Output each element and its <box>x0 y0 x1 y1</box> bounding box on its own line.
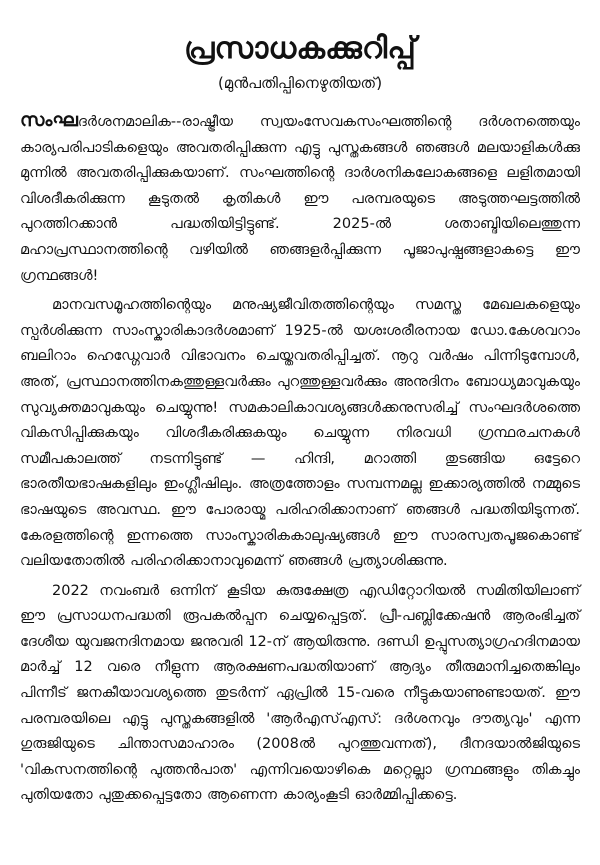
page-subtitle: (മുൻപതിപ്പിനെഴുതിയത്) <box>217 74 383 92</box>
paragraph-1-text: ദർശനമാലിക--രാഷ്ട്രീയ സ്വയംസേവകസംഘത്തിന്റെ ദർശനത്തെയും കാര്യപരിപാടികളെയും അവതരിപ്പിക്കുന്ന എട്ടു പുസ്തകങ്ങൾ ഞങ്ങൾ മലയാളികൾക്കു മുന്നിൽ അവതരിപ്പിക്കുകയാണ്. സംഘത്തിന്റെ ദാർശനികലോകങ്ങളെ ലളിതമായി വിശദീകരിക്കുന്ന കൂടുതൽ കൃതികൾ ഈ പരമ്പരയുടെ അടുത്തഘട്ടത്തിൽ പുറത്തിറക്കാൻ പദ്ധതിയിട്ടിട്ടുണ്ട്. 2025-ൽ ശതാബ്ദിയിലെത്തുന്ന മഹാപ്രസ്ഥാനത്തിന്റെ വഴിയിൽ ഞങ്ങളർപ്പിക്കുന്ന പൂജാപുഷ്പങ്ങളാകട്ടെ ഈ ഗ്രന്ഥങ്ങൾ! <box>20 114 580 284</box>
paragraph-3-text: 2022 നവംബർ ഒന്നിന് കൂടിയ കുരുക്ഷേത്ര എഡിറ്റോറിയൽ സമിതിയിലാണ് ഈ പ്രസാധനപദ്ധതി രൂപകൽപ്പന ചെയ്യപ്പെട്ടത്. പ്രീ-പബ്ലിക്കേഷൻ ആരംഭിച്ചത് ദേശീയ യുവജനദിനമായ ജനുവരി 12-ന് ആയിരുന്നു. ദണ്ഡി ഉപ്പുസത്യാഗ്രഹദിനമായ മാർച്ച് 12 വരെ നീളുന്ന ആരക്ഷണപദ്ധതിയാണ് ആദ്യം തീരുമാനിച്ചതെങ്കിലും പിന്നീട് ജനകീയാവശ്യത്തെ തുടർന്ന് ഏപ്രിൽ 15-വരെ നീട്ടുകയാണുണ്ടായത്. ഈ പരമ്പരയിലെ എട്ടു പുസ്തകങ്ങളിൽ 'ആർഎസ്എസ്: ദർശനവും ദൗത്യവും' എന്ന ഗുരുജിയുടെ ചിന്താസമാഹാരം (2008ൽ പുറത്തുവന്നത്), ദീനദയാൽജിയുടെ 'വികസനത്തിന്റെ പുത്തൻപാത' എന്നിവയൊഴികെ മറ്റെല്ലാ ഗ്രന്ഥങ്ങളും തികച്ചും പുതിയതോ പുതുക്കപ്പെട്ടതോ ആണെന്ന കാര്യംകൂടി ഓർമ്മിപ്പിക്കട്ടെ. <box>20 582 580 804</box>
page-title: പ്രസാധകക്കുറിപ്പ് <box>184 31 416 66</box>
paragraph-2-text: മാനവസമൂഹത്തിന്റെയും മനുഷ്യജീവിതത്തിന്റെയും സമസ്ത മേഖലകളെയും സ്പർശിക്കുന്ന സാംസ്കാരികാദർശമാണ് 1925-ൽ യശഃശരീരനായ ഡോ.കേശവറാം ബലിറാം ഹെഡ്ഗേവാർ വിഭാവനം ചെയ്തവതരിപ്പിച്ചത്. നൂറു വർഷം പിന്നിടുമ്പോൾ, അത്, പ്രസ്ഥാനത്തിനകത്തുള്ളവർക്കും പുറത്തുള്ളവർക്കും അനുദിനം ബോധ്യമാവുകയും സുവ്യക്തമാവുകയും ചെയ്യുന്നു! സമകാലികാവശ്യങ്ങൾക്കനുസരിച്ച് സംഘദർശത്തെ വികസിപ്പിക്കുകയും വിശദീകരിക്കുകയും ചെയ്യുന്ന നിരവധി ഗ്രന്ഥരചനകൾ സമീപകാലത്ത് നടന്നിട്ടുണ്ട് — ഹിന്ദി, മറാത്തി തുടങ്ങിയ ഒട്ടേറെ ഭാരതീയഭാഷകളിലും ഇംഗ്ലീഷിലും. അത്രത്തോളം സമ്പന്നമല്ല ഇക്കാര്യത്തിൽ നമ്മുടെ ഭാഷയുടെ അവസ്ഥ. ഈ പോരായ്മ പരിഹരിക്കാനാണ് ഞങ്ങൾ പദ്ധതിയിടുന്നത്. കേരളത്തിന്റെ ഇന്നത്തെ സാംസ്കാരികകാലുഷ്യങ്ങൾ ഈ സാരസ്വതപൂജകൊണ്ട് വലിയതോതിൽ പരിഹരിക്കാനാവുമെന്ന് ഞങ്ങൾ പ്രത്യാശിക്കുന്നു. <box>20 297 580 570</box>
paragraph-1-lead: സംഘ <box>20 109 78 131</box>
document-body <box>20 108 580 809</box>
paragraph-1 <box>20 108 580 289</box>
paragraph-3 <box>20 579 580 809</box>
paragraph-2 <box>20 293 580 575</box>
